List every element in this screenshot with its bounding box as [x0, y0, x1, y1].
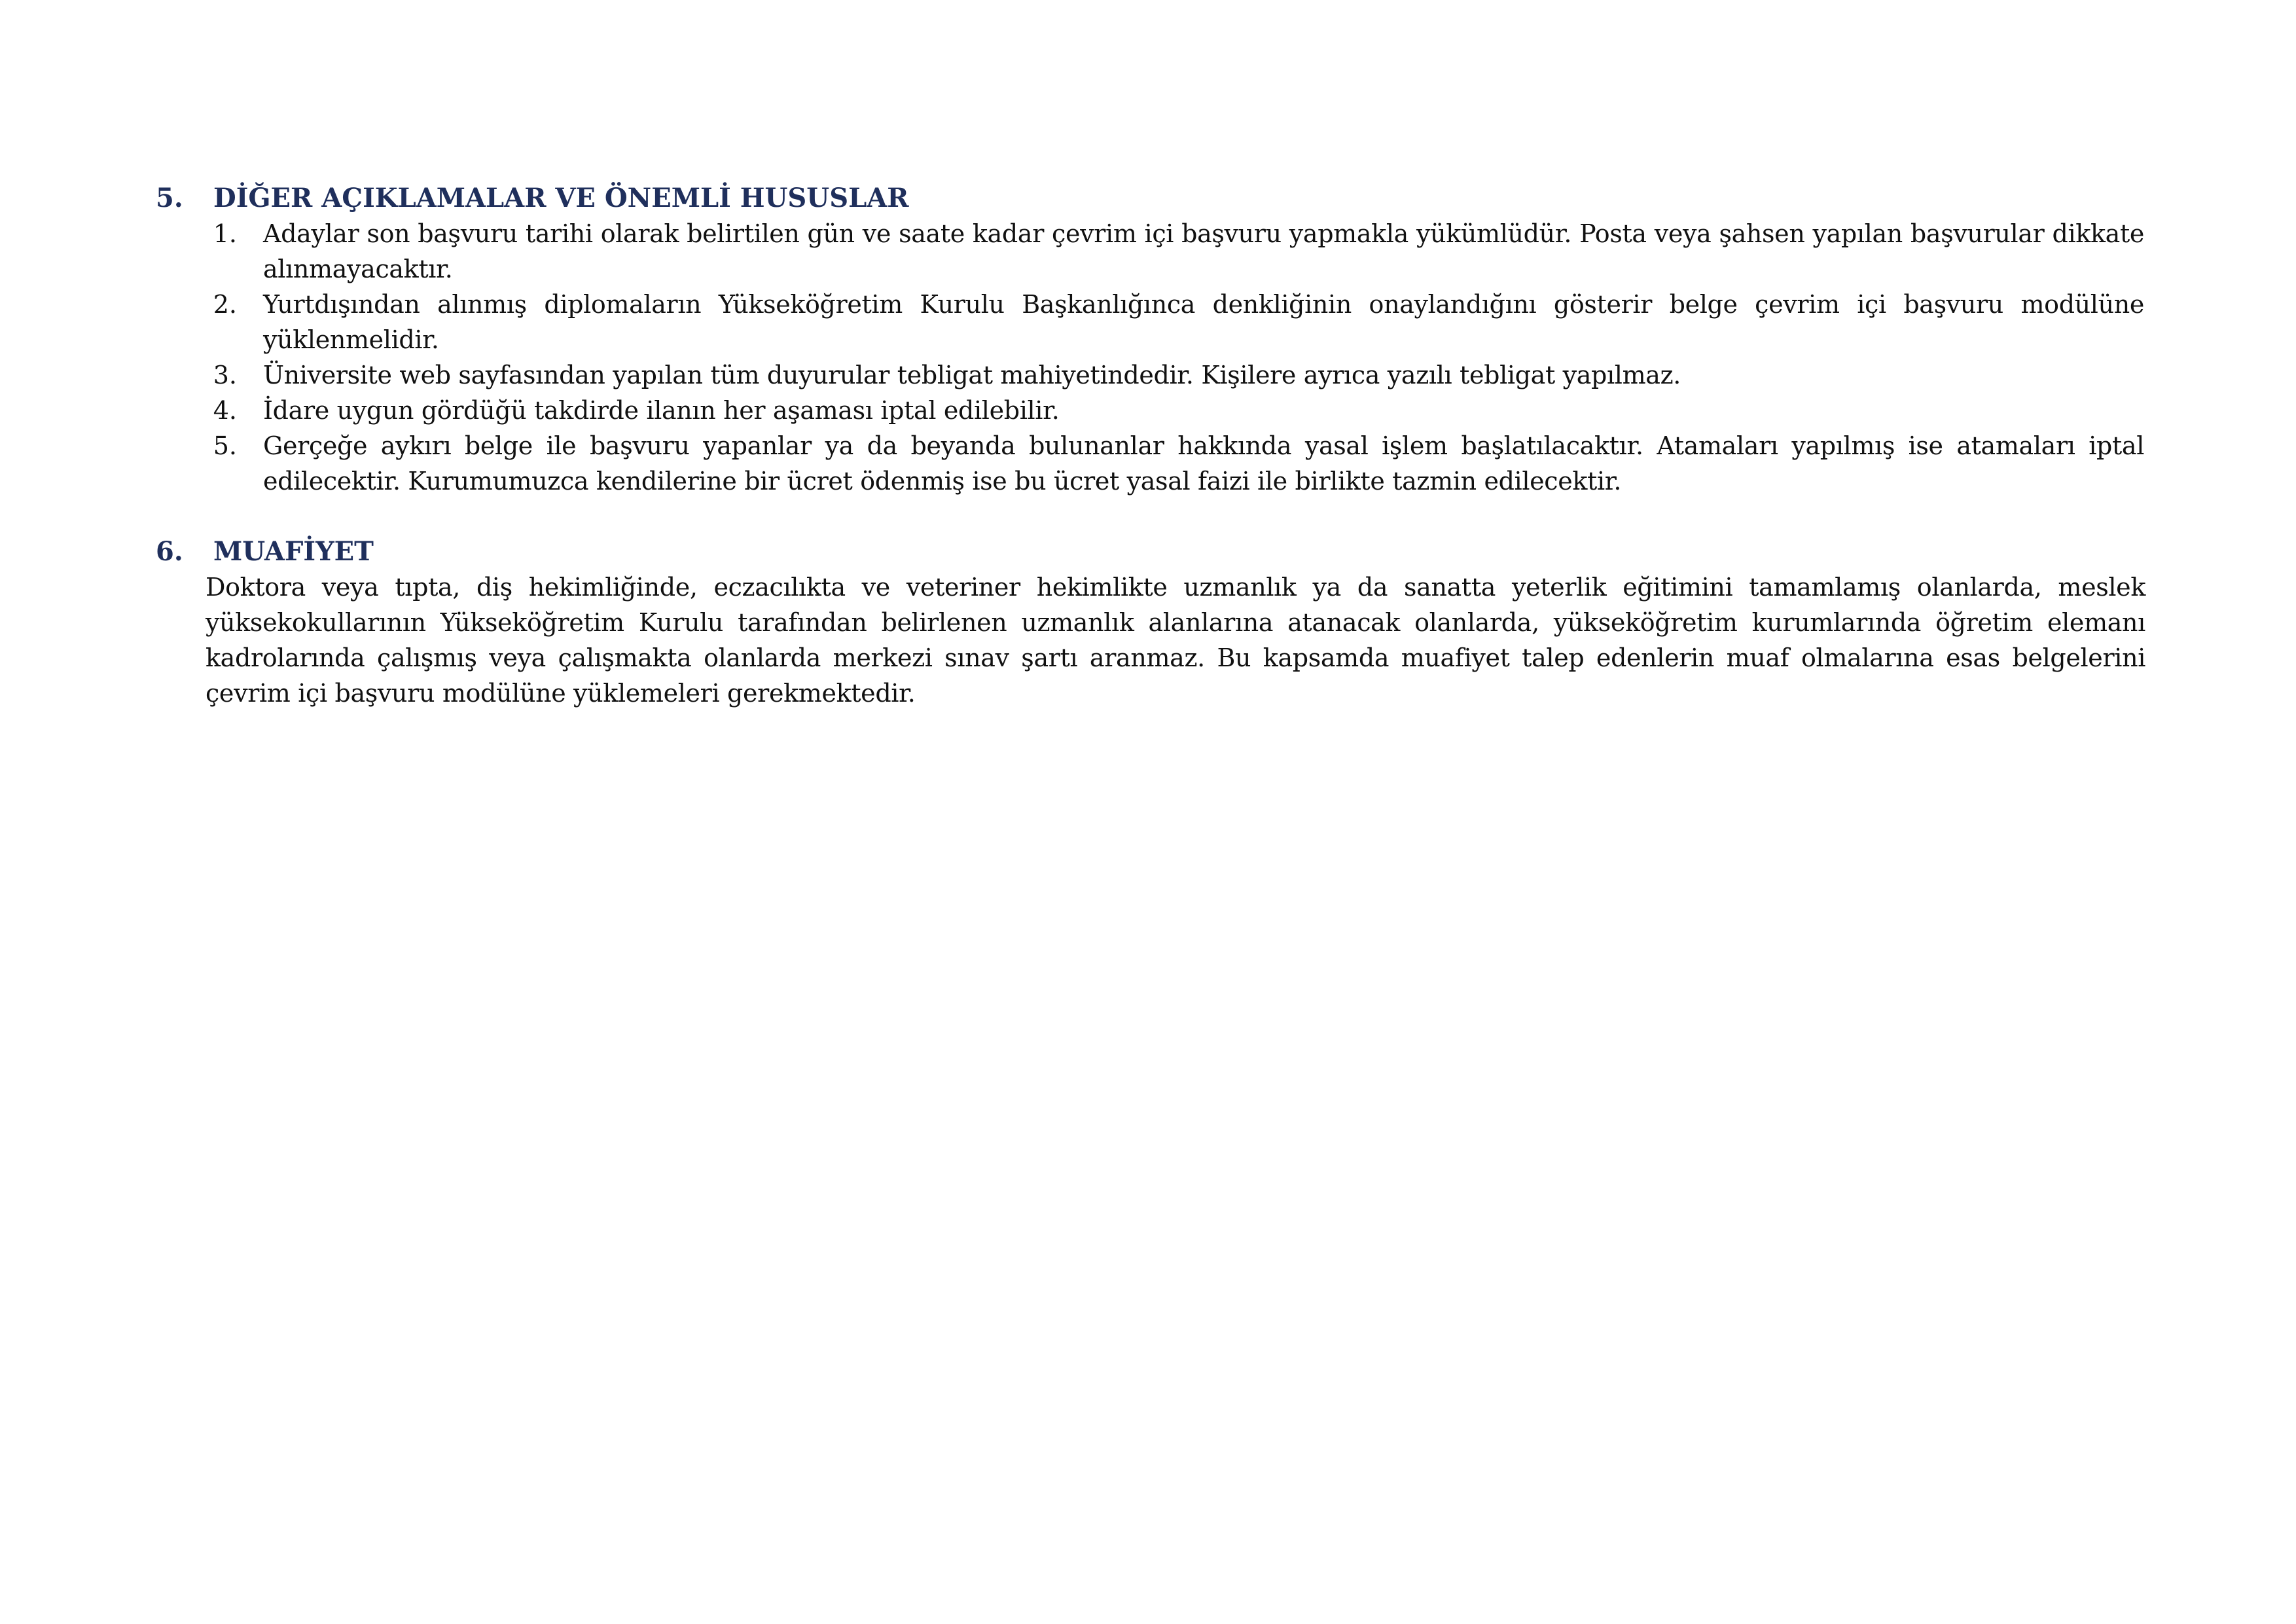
section-heading: [156, 534, 2145, 569]
section-heading: [156, 181, 2145, 216]
list-item-text: Adaylar son başvuru tarihi olarak belirtilen gün ve saate kadar çevrim içi başvuru yapmakla yükümlüdür. Posta veya şahsen yapılan başvurular dikkate alınmayacaktır.: [263, 219, 2144, 283]
section-exemption: [156, 534, 2145, 711]
list-item: [156, 393, 2145, 428]
list-item: [156, 216, 2145, 287]
list-item-text: İdare uygun gördüğü takdirde ilanın her aşaması iptal edilebilir.: [263, 396, 1060, 425]
section-number: 5.: [156, 183, 183, 213]
section-other-explanations: [156, 181, 2145, 499]
list-item: [156, 357, 2145, 393]
exemption-paragraph: Doktora veya tıpta, diş hekimliğinde, eczacılıkta ve veteriner hekimlikte uzmanlık ya da sanatta yeterlik eğitimini tamamlamış olanlarda, meslek yüksekokullarının Yükseköğretim Kurulu tarafından belirlenen uzmanlık alanlarına atanacak olanlarda, yükseköğretim kurumlarında öğretim elemanı kadrolarında çalışmış veya çalışmakta olanlarda merkezi sınav şartı aranmaz. Bu kapsamda muafiyet talep edenlerin muaf olmalarına esas belgelerini çevrim içi başvuru modülüne yüklemeleri gerekmektedir.: [206, 573, 2145, 708]
list-item: [156, 287, 2145, 357]
section-title: DİĞER AÇIKLAMALAR VE ÖNEMLİ HUSUSLAR: [213, 183, 909, 213]
list-item-number: 2.: [213, 290, 237, 319]
section-number: 6.: [156, 536, 183, 567]
list-item-text: Yurtdışından alınmış diplomaların Yükseköğretim Kurulu Başkanlığınca denkliğinin onaylandığını gösterir belge çevrim içi başvuru modülüne yüklenmelidir.: [263, 290, 2144, 354]
list-item-number: 3.: [213, 361, 237, 389]
list-item-number: 4.: [213, 396, 237, 425]
list-item-number: 5.: [213, 431, 237, 460]
list-item-number: 1.: [213, 219, 237, 248]
list-item-text: Üniversite web sayfasından yapılan tüm duyurular tebligat mahiyetindedir. Kişilere ayrıca yazılı tebligat yapılmaz.: [263, 361, 1681, 389]
list-item: [156, 428, 2145, 499]
section-title: MUAFİYET: [213, 536, 374, 567]
explanations-list: [156, 216, 2145, 499]
list-item-text: Gerçeğe aykırı belge ile başvuru yapanlar ya da beyanda bulunanlar hakkında yasal işlem başlatılacaktır. Atamaları yapılmış ise atamaları iptal edilecektir. Kurumumuzca kendilerine bir ücret ödenmiş ise bu ücret yasal faizi ile birlikte tazmin edilecektir.: [263, 431, 2144, 496]
